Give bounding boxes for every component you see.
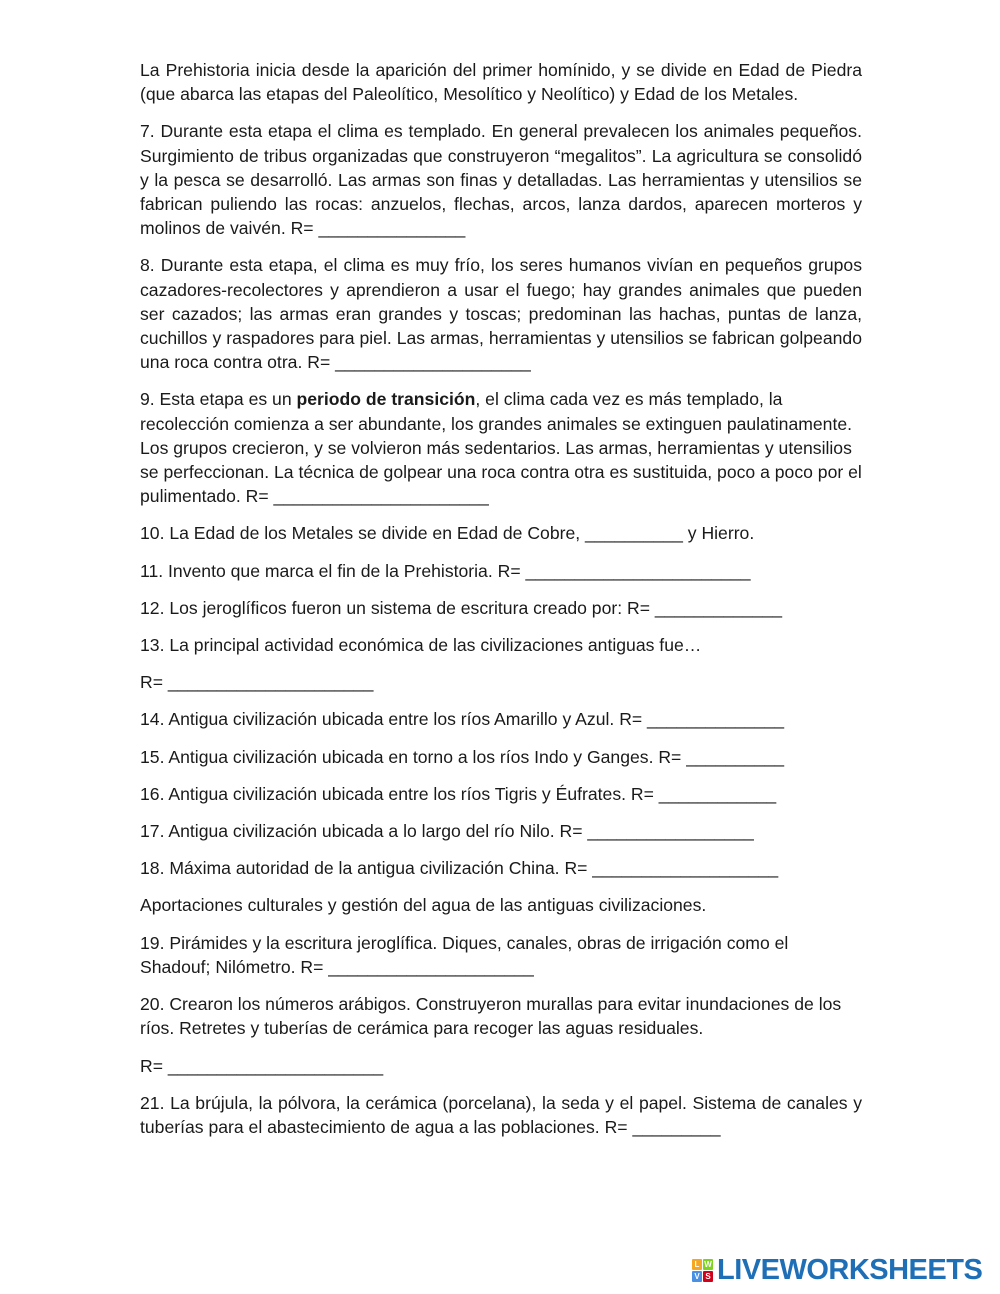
logo-mark-tile-1: L [692, 1259, 702, 1270]
logo-mark-tile-4: S [703, 1271, 713, 1282]
question-9-text-b: , el clima cada vez es más templado, la recolección comienza a ser abundante, los grandes animales se extinguen paulatinamente. Los grupos crecieron, y se volvieron más sedentarios. Las armas, herramientas y utensilios se perfeccionan. La técnica de golpear una roca contra otra es sustituida, poco a poco por el pulimentado. R= ______________________ [140, 389, 862, 507]
question-7: 7. Durante esta etapa el clima es templado. En general prevalecen los animales pequeños. Surgimiento de tribus organizadas que construyeron “megalitos”. La agricultura se consolidó y la pesca se desarrolló. Las armas son finas y detalladas. Las herramientas y utensilios se fabrican puliendo las rocas: anzuelos, flechas, arcos, lanza dardos, aparecen morteros y molinos de vaivén. R= _______________ [140, 121, 862, 239]
question-13-answer: R= _____________________ [140, 672, 374, 693]
question-17: 17. Antigua civilización ubicada a lo largo del río Nilo. R= _________________ [140, 821, 754, 842]
question-12: 12. Los jeroglíficos fueron un sistema de escritura creado por: R= _____________ [140, 597, 783, 618]
question-8: 8. Durante esta etapa, el clima es muy frío, los seres humanos vivían en pequeños grupos cazadores-recolectores y aprendieron a usar el fuego; hay grandes animales que pueden ser cazados; las armas eran grandes y toscas; predominan las hachas, puntas de lanza, cuchillos y raspadores para piel. Las armas, herramientas y utensilios se fabrican golpeando una roca contra otra. R= ____________________ [140, 255, 862, 373]
question-20-answer: R= ______________________ [140, 1055, 384, 1076]
liveworksheets-logo[interactable] [692, 1255, 982, 1285]
question-16: 16. Antigua civilización ubicada entre los ríos Tigris y Éufrates. R= ____________ [140, 783, 777, 804]
question-21: 21. La brújula, la pólvora, la cerámica (porcelana), la seda y el papel. Sistema de canales y tuberías para el abastecimiento de agua a las poblaciones. R= _________ [140, 1092, 862, 1137]
intro-paragraph: La Prehistoria inicia desde la aparición del primer homínido, y se divide en Edad de Piedra (que abarca las etapas del Paleolítico, Mesolítico y Neolítico) y Edad de los Metales. [140, 60, 862, 105]
question-19: 19. Pirámides y la escritura jeroglífica. Diques, canales, obras de irrigación como el Shadouf; Nilómetro. R= _____________________ [140, 932, 789, 977]
question-13: 13. La principal actividad económica de las civilizaciones antiguas fue… [140, 635, 702, 656]
question-10: 10. La Edad de los Metales se divide en Edad de Cobre, __________ y Hierro. [140, 523, 755, 544]
logo-mark-icon [692, 1259, 713, 1282]
section-heading: Aportaciones culturales y gestión del agua de las antiguas civilizaciones. [140, 895, 707, 916]
logo-text: LIVEWORKSHEETS [717, 1253, 983, 1286]
question-11: 11. Invento que marca el fin de la Prehistoria. R= _______________________ [140, 560, 751, 581]
question-9-text-a: 9. Esta etapa es un [140, 389, 297, 410]
worksheet-body [140, 58, 862, 1152]
question-9-bold: periodo de transición [296, 389, 476, 410]
question-14: 14. Antigua civilización ubicada entre los ríos Amarillo y Azul. R= ______________ [140, 709, 785, 730]
logo-mark-tile-3: V [692, 1271, 702, 1282]
question-15: 15. Antigua civilización ubicada en torno a los ríos Indo y Ganges. R= __________ [140, 746, 785, 767]
logo-mark-tile-2: W [704, 1259, 712, 1269]
question-20: 20. Crearon los números arábigos. Construyeron murallas para evitar inundaciones de los ríos. Retretes y tuberías de cerámica para recoger las aguas residuales. [140, 994, 842, 1039]
question-9 [140, 387, 862, 508]
question-18: 18. Máxima autoridad de la antigua civilización China. R= ___________________ [140, 858, 779, 879]
